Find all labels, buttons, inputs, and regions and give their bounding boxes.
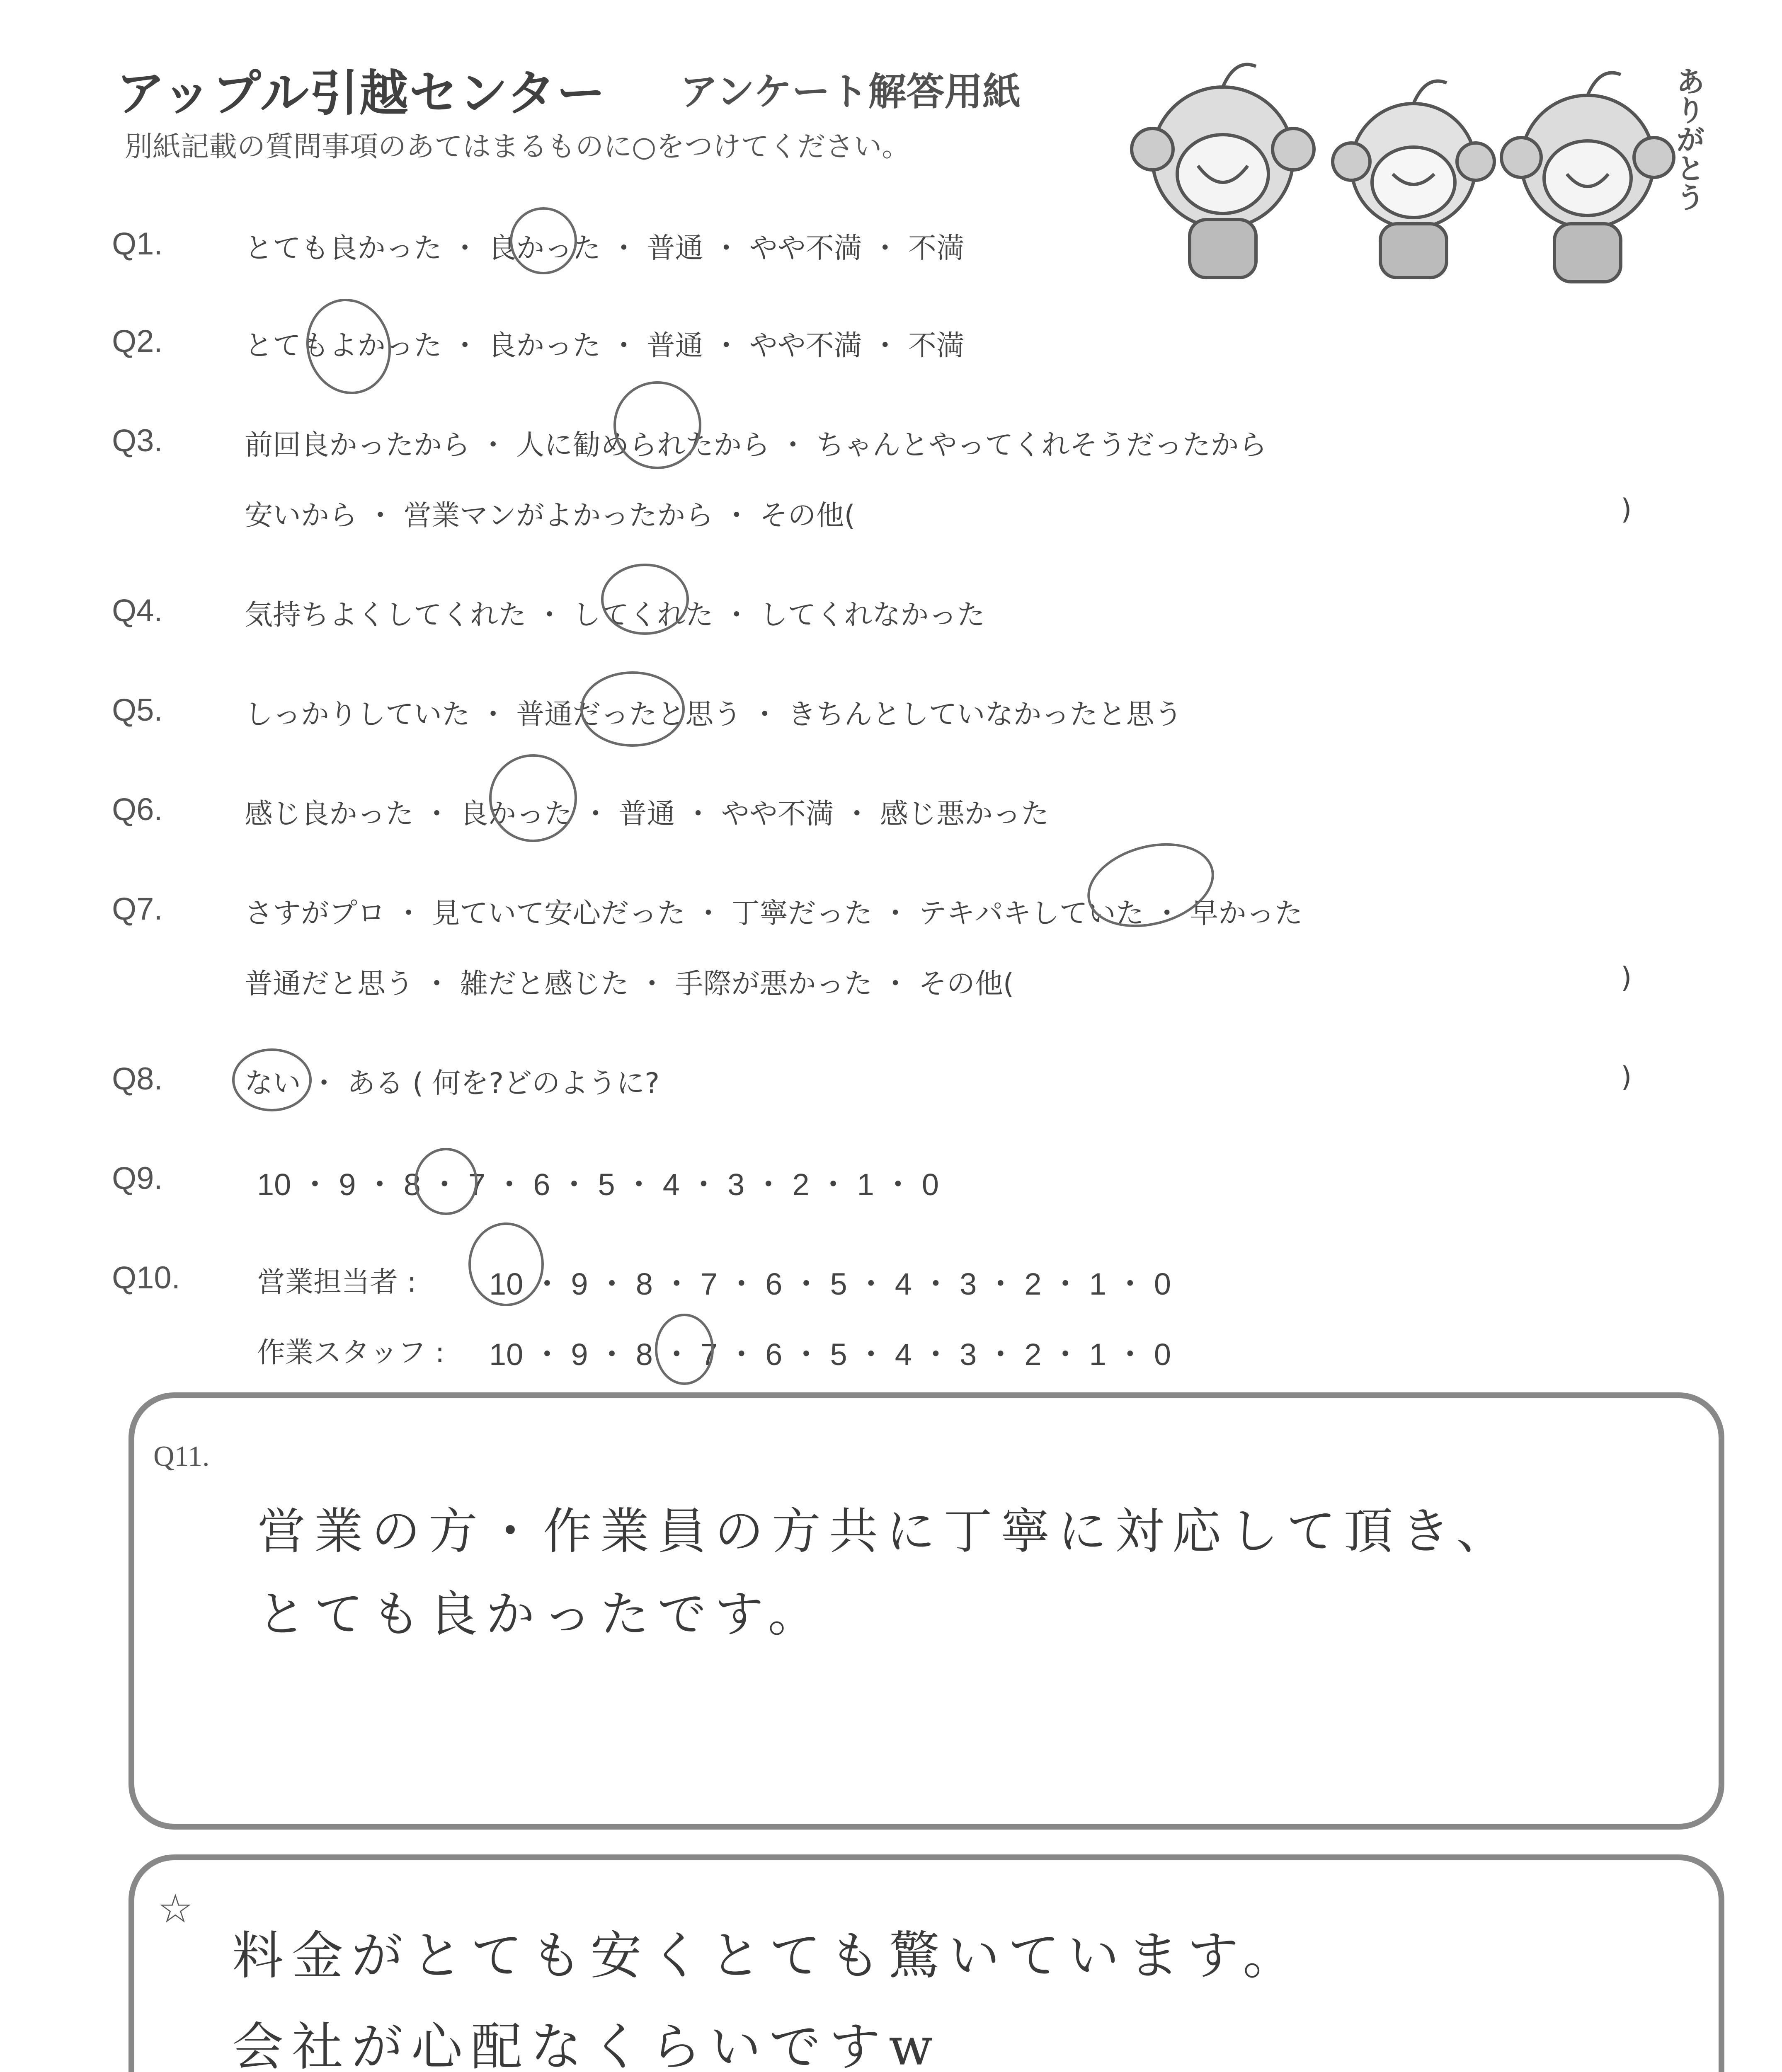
selection-circle xyxy=(489,754,577,842)
question-options: 普通だと思う ・ 雑だと感じた ・ 手際が悪かった ・ その他( xyxy=(245,968,1014,1000)
selection-circle xyxy=(232,1048,312,1111)
question-close-paren: ) xyxy=(1621,493,1632,526)
question-label: Q2. xyxy=(112,324,163,359)
star-handwritten-line: 料金がとても安くとても驚いています。 xyxy=(232,1926,1303,1986)
selection-circle xyxy=(613,381,701,469)
question-label: Q8. xyxy=(112,1061,163,1097)
selection-circle xyxy=(415,1148,478,1215)
selection-circle xyxy=(468,1222,544,1306)
question-label: Q6. xyxy=(112,792,163,827)
selection-circle xyxy=(510,207,577,274)
question-options: しっかりしていた ・ 普通だったと思う ・ きちんとしていなかったと思う xyxy=(245,698,1183,731)
question-label: Q7. xyxy=(112,891,163,927)
question-options: 感じ良かった ・ 良かった ・ 普通 ・ やや不満 ・ 感じ悪かった xyxy=(245,798,1049,830)
question-label: Q3. xyxy=(112,423,163,458)
q11-handwritten-line: とても良かったです。 xyxy=(257,1585,825,1643)
work-staff-label: 作業スタッフ : xyxy=(257,1336,445,1369)
question-label: Q4. xyxy=(112,593,163,628)
question-options: 安いから ・ 営業マンがよかったから ・ その他( xyxy=(245,499,855,532)
q11-handwritten-line: 営業の方・作業員の方共に丁寧に対応して頂き、 xyxy=(257,1503,1514,1560)
question-options: 前回良かったから ・ 人に勧められたから ・ ちゃんとやってくれそうだったから xyxy=(245,429,1267,462)
question-label: Q1. xyxy=(112,226,163,261)
selection-circle xyxy=(580,671,685,747)
selection-circle xyxy=(655,1314,714,1385)
question-close-paren: ) xyxy=(1621,1061,1632,1094)
question-options: とてもよかった ・ 良かった ・ 普通 ・ やや不満 ・ 不満 xyxy=(245,329,965,362)
rating-scale: 10 ・ 9 ・ 8 ・ 7 ・ 6 ・ 5 ・ 4 ・ 3 ・ 2 ・ 1 ・ 0 xyxy=(489,1267,1171,1301)
sales-rep-label: 営業担当者 : xyxy=(257,1266,417,1299)
mascot-caption: ありがとう xyxy=(1671,66,1705,211)
rating-scale: 10 ・ 9 ・ 8 ・ 7 ・ 6 ・ 5 ・ 4 ・ 3 ・ 2 ・ 1 ・ 0 xyxy=(257,1167,939,1202)
question-options: さすがプロ ・ 見ていて安心だった ・ 丁寧だった ・ テキパキしていた ・ 早かった xyxy=(245,897,1303,930)
question-options: ない ・ ある ( 何を?どのように? xyxy=(245,1067,660,1100)
question-options: 気持ちよくしてくれた ・ してくれた ・ してくれなかった xyxy=(245,599,985,632)
question-close-paren: ) xyxy=(1621,961,1632,994)
selection-circle xyxy=(601,564,689,635)
q11-label: Q11. xyxy=(153,1440,210,1472)
selection-circle xyxy=(296,289,401,404)
question-label: Q5. xyxy=(112,692,163,728)
star-handwritten-line: 会社が心配なくらいですw xyxy=(232,2017,941,2072)
star-icon: ☆ xyxy=(158,1887,194,1931)
instruction-text: 別紙記載の質問事項のあてはまるものに○をつけてください。 xyxy=(124,131,910,163)
rating-scale: 10 ・ 9 ・ 8 ・ 7 ・ 6 ・ 5 ・ 4 ・ 3 ・ 2 ・ 1 ・ 0 xyxy=(489,1337,1171,1372)
form-subtitle: アンケート解答用紙 xyxy=(680,70,1021,114)
question-options: とても良かった ・ 良かった ・ 普通 ・ やや不満 ・ 不満 xyxy=(245,232,965,265)
question-label: Q9. xyxy=(112,1161,163,1196)
question-label: Q10. xyxy=(112,1260,180,1295)
form-title: アップル引越センター xyxy=(116,65,606,122)
mascot-illustration xyxy=(1127,41,1708,290)
